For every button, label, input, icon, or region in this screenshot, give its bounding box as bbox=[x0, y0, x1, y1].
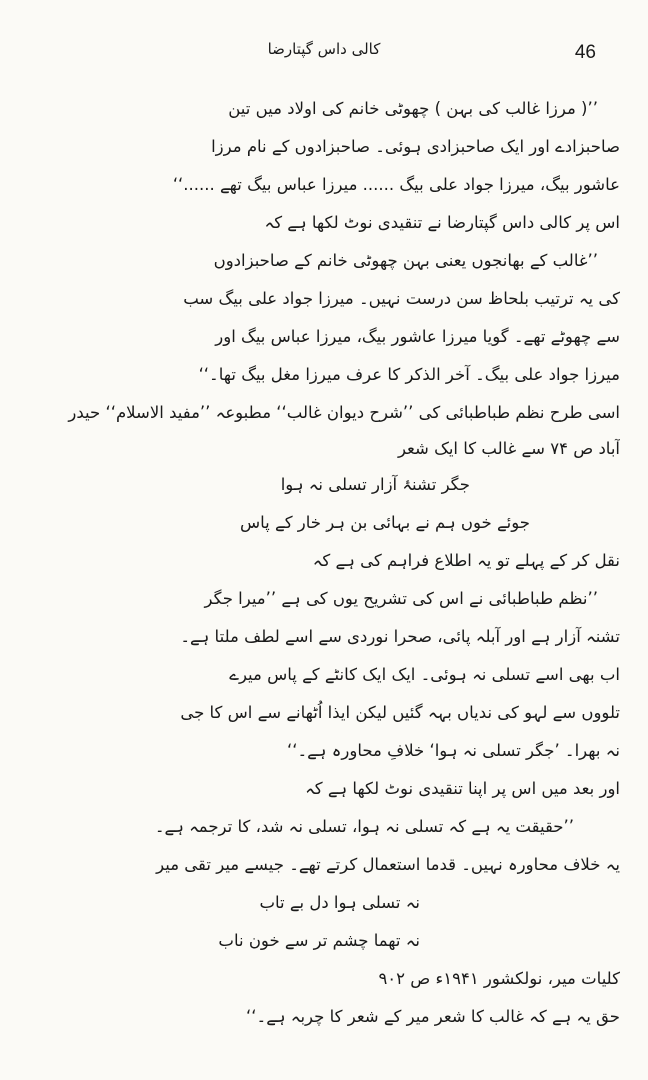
verse-line: نہ تسلی ہوا دل بے تاب bbox=[259, 893, 420, 912]
verse-line: جوئے خوں ہم نے بہائی بن ہر خار کے پاس bbox=[240, 513, 530, 532]
text-line: اور بعد میں اس پر اپنا تنقیدی نوٹ لکھا ہے کہ bbox=[305, 779, 620, 798]
citation-line: کلیات میر، نولکشور ۱۹۴۱ء ص ۹۰۲ bbox=[378, 969, 620, 988]
text-line: ’’( مرزا غالب کی بہن ) چھوٹی خانم کی اولاد میں تین bbox=[228, 99, 598, 118]
running-title: کالی داس گپتارضا bbox=[267, 40, 381, 58]
text-line: ’’غالب کے بھانجوں یعنی بہن چھوٹی خانم کے صاحبزادوں bbox=[213, 251, 598, 270]
text-line: صاحبزادے اور ایک صاحبزادی ہوئی۔ صاحبزادوں کے نام مرزا bbox=[211, 137, 620, 156]
text-line: یہ خلاف محاورہ نہیں۔ قدما استعمال کرتے تھے۔ جیسے میر تقی میر bbox=[156, 855, 620, 874]
text-line: حق یہ ہے کہ غالب کا شعر میر کے شعر کا چربہ ہے۔‘‘ bbox=[246, 1007, 620, 1026]
text-line: تلووں سے لہو کی ندیاں بہہ گئیں لیکن ایذا اُٹھانے سے اس کا جی bbox=[180, 703, 620, 722]
text-line: تشنہ آزار ہے اور آبلہ پائی، صحرا نوردی سے اسے لطف ملتا ہے۔ bbox=[180, 627, 620, 646]
text-line: آباد ص ۷۴ سے غالب کا ایک شعر bbox=[397, 439, 620, 458]
text-line: میرزا جواد علی بیگ۔ آخر الذکر کا عرف میرزا مغل بیگ تھا۔‘‘ bbox=[198, 365, 620, 384]
text-line: عاشور بیگ، میرزا جواد علی بیگ ...... میرزا عباس بیگ تھے ......‘‘ bbox=[172, 175, 620, 194]
text-line: اس پر کالی داس گپتارضا نے تنقیدی نوٹ لکھا ہے کہ bbox=[264, 213, 620, 232]
text-line: اسی طرح نظم طباطبائی کی ’’شرح دیوان غالب‘‘ مطبوعہ ’’مفید الاسلام‘‘ حیدر bbox=[68, 403, 620, 422]
text-line: کی یہ ترتیب بلحاظ سن درست نہیں۔ میرزا جواد علی بیگ سب bbox=[183, 289, 620, 308]
text-line: نہ بھرا۔ ’جگر تسلی نہ ہوا‘ خلافِ محاورہ ہے۔‘‘ bbox=[286, 741, 620, 760]
text-line: نقل کر کے پہلے تو یہ اطلاع فراہم کی ہے کہ bbox=[312, 551, 620, 570]
verse-line: جگر تشنۂ آزار تسلی نہ ہوا bbox=[280, 475, 470, 494]
body-text bbox=[32, 90, 620, 1036]
text-line: ’’نظم طباطبائی نے اس کی تشریح یوں کی ہے ’’میرا جگر bbox=[204, 589, 598, 608]
verse-line: نہ تھما چشم تر سے خون ناب bbox=[218, 931, 420, 950]
text-line: سے چھوٹے تھے۔ گویا میرزا عاشور بیگ، میرزا عباس بیگ اور bbox=[215, 327, 620, 346]
text-line: ’’حقیقت یہ ہے کہ تسلی نہ ہوا، تسلی نہ شد، کا ترجمہ ہے۔ bbox=[154, 817, 574, 836]
page-number: 46 bbox=[574, 42, 596, 63]
text-line: اب بھی اسے تسلی نہ ہوئی۔ ایک ایک کانٹے کے پاس میرے bbox=[229, 665, 620, 684]
